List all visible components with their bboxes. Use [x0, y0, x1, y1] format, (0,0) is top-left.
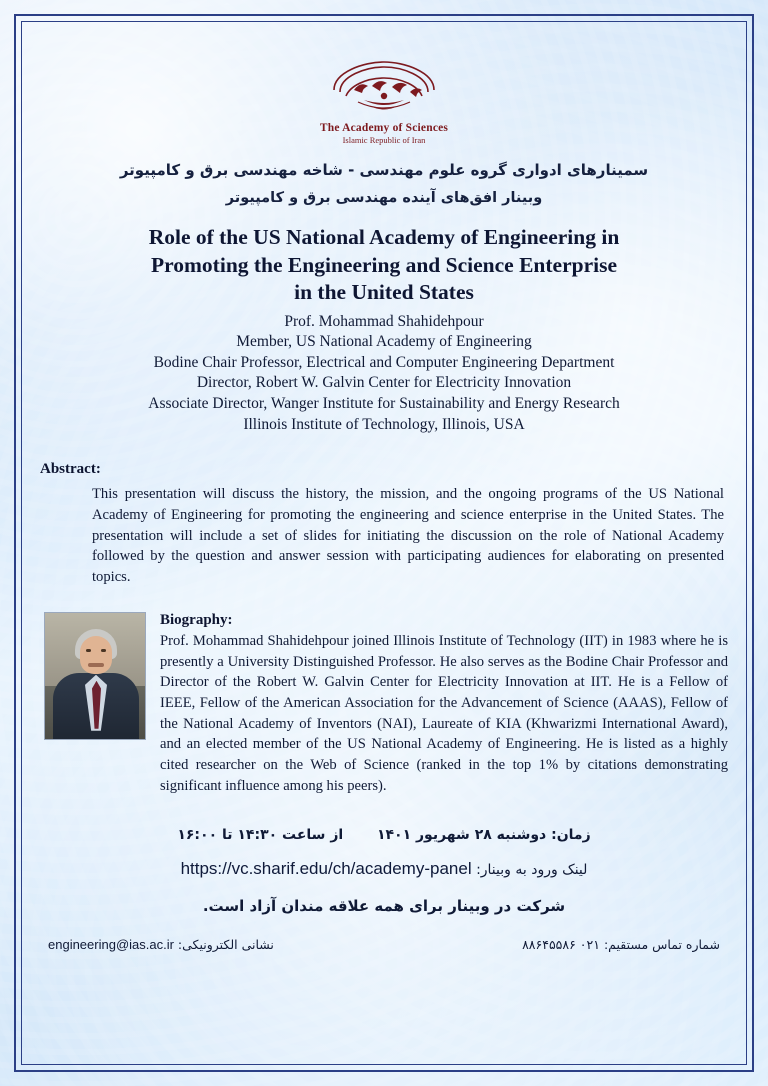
speaker-name: Prof. Mohammad Shahidehpour — [284, 312, 484, 330]
event-link-url[interactable]: https://vc.sharif.edu/ch/academy-panel — [180, 858, 472, 878]
event-link-label: لینک ورود به وبینار: — [476, 861, 588, 878]
talk-title-line-1: Role of the US National Academy of Engineering in — [148, 225, 620, 249]
contact-phone-label: شماره تماس مستقیم: — [603, 936, 720, 952]
talk-title-line-3: in the United States — [294, 280, 474, 305]
event-link-line — [40, 859, 728, 879]
event-date: زمان: دوشنبه ۲۸ شهریور ۱۴۰۱ — [376, 826, 591, 843]
contact-phone — [522, 937, 720, 952]
event-time-range: از ساعت ۱۴:۳۰ تا ۱۶:۰۰ — [177, 826, 344, 843]
contact-phone-number: ۰۲۱ ۸۸۶۴۵۵۸۶ — [522, 936, 600, 952]
contact-row — [40, 937, 728, 952]
event-open-note: شرکت در وبینار برای همه علاقه مندان آزاد است. — [202, 896, 566, 915]
academy-emblem-icon — [320, 56, 448, 120]
speaker-affiliation-3: Director, Robert W. Galvin Center for Electricity Innovation — [196, 374, 572, 392]
contact-email-label: نشانی الکترونیکی: — [177, 936, 274, 952]
poster-content — [40, 44, 728, 1052]
academy-country-en: Islamic Republic of Iran — [342, 135, 426, 145]
event-info — [40, 827, 728, 952]
biography-text: Prof. Mohammad Shahidehpour joined Illinois Institute of Technology (IIT) in 1983 where he is presently a University Distinguished Professor. He also serves as the Bodine Chair Professor and Director of the Robert W. Galvin Center for Electricity Innovation at IIT. He is a Fellow of IEEE, Fellow of the American Association for the Advancement of Science (AAAS), Fellow of the National Academy of Inventors (NAI), Laureate of KIA (Khwarizmi International Award), and an elected member of the US National Academy of Engineering. He is listed as a highly cited researcher on the Web of Science (ranked in the top 1% by citations demonstrating significant influence among his peers). — [160, 632, 728, 794]
series-title: سمینارهای ادواری گروه علوم مهندسی - شاخه مهندسی برق و کامپیوتر — [119, 161, 649, 179]
abstract-text: This presentation will discuss the history, the mission, and the ongoing programs of the US National Academy of Engineering for promoting the engineering and science enterprise in the United States. The presentation will include a set of slides for initiating the discussion on the role of National Academy followed by the question and answer session with participating audiences for elaborating on presented topics. — [92, 486, 724, 586]
speaker-affiliation-1: Member, US National Academy of Engineering — [236, 333, 532, 351]
contact-email-address[interactable]: engineering@ias.ac.ir — [48, 936, 174, 952]
talk-title-line-2: Promoting the Engineering and Science Enterprise — [150, 252, 617, 277]
speaker-affiliation-4: Associate Director, Wanger Institute for Sustainability and Energy Research — [148, 394, 620, 412]
speaker-affiliations — [40, 312, 728, 436]
academy-name-en: The Academy of Sciences — [319, 122, 449, 134]
speaker-affiliation-5: Illinois Institute of Technology, Illinois, USA — [243, 415, 525, 433]
speaker-portrait — [44, 612, 146, 740]
speaker-affiliation-2: Bodine Chair Professor, Electrical and Computer Engineering Department — [153, 353, 615, 371]
biography-section — [40, 612, 728, 797]
abstract-label: Abstract: — [40, 461, 101, 478]
biography-label: Biography: — [160, 611, 233, 628]
biography-body — [160, 612, 728, 797]
event-time-line — [40, 827, 728, 843]
academy-logo-block — [40, 56, 728, 145]
talk-title — [40, 224, 728, 307]
contact-email — [48, 937, 274, 952]
webinar-title: وبینار افق‌های آینده مهندسی برق و کامپیوتر — [225, 190, 543, 206]
